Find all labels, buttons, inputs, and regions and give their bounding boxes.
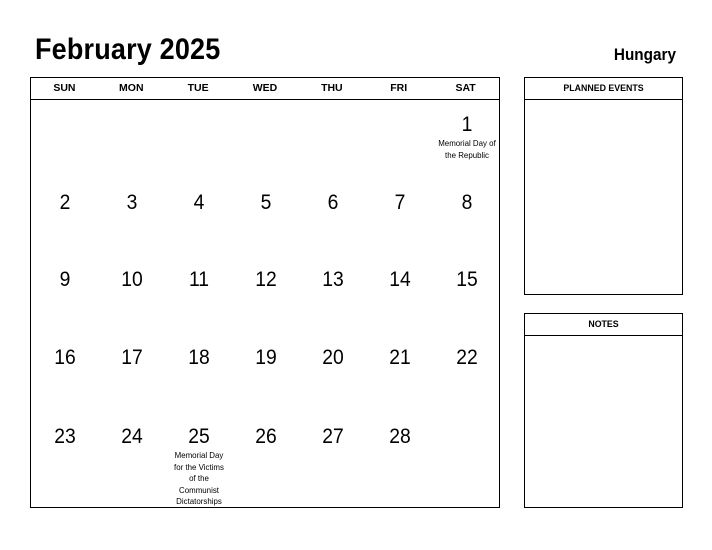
day-cell <box>368 191 432 215</box>
weekday-wed: WED <box>252 82 278 94</box>
page-title: February 2025 <box>35 33 221 66</box>
day-number: 12 <box>255 268 277 291</box>
day-number: 1 <box>462 113 473 136</box>
day-number: 25 <box>188 425 210 448</box>
day-cell <box>368 425 432 449</box>
day-number: 27 <box>322 425 344 448</box>
holiday-label: Memorial Day for the Victims of the Communist Dictatorships <box>173 450 224 506</box>
weekday-thu: THU <box>321 82 343 94</box>
day-number: 23 <box>53 425 76 448</box>
day-number: 17 <box>120 346 143 369</box>
notes-panel <box>524 313 683 508</box>
day-cell <box>171 425 227 508</box>
day-number: 10 <box>120 268 143 291</box>
day-number: 18 <box>188 346 210 369</box>
day-number: 28 <box>389 425 412 448</box>
day-number: 3 <box>126 191 138 214</box>
day-number: 24 <box>120 425 143 448</box>
day-cell <box>167 268 231 292</box>
day-cell <box>435 113 499 161</box>
calendar-grid <box>30 77 500 508</box>
day-cell <box>435 268 499 292</box>
day-number: 20 <box>322 346 344 369</box>
planned-events-panel <box>524 77 683 295</box>
day-number: 19 <box>255 346 277 369</box>
holiday-label: Memorial Day of the Republic <box>438 138 497 160</box>
day-cell <box>234 191 298 215</box>
day-cell <box>301 425 365 449</box>
day-cell <box>301 191 365 215</box>
day-cell <box>33 191 97 215</box>
day-cell <box>33 425 97 449</box>
day-cell <box>167 191 231 215</box>
day-cell <box>33 268 97 292</box>
planned-events-title: PLANNED EVENTS <box>525 78 682 100</box>
day-cell <box>234 346 298 370</box>
day-number: 7 <box>394 191 406 214</box>
weekday-sun: SUN <box>53 82 76 94</box>
day-cell <box>33 346 97 370</box>
weekday-mon: MON <box>119 82 144 94</box>
day-cell <box>234 425 298 449</box>
weekday-fri: FRI <box>390 82 408 94</box>
day-number: 16 <box>53 346 76 369</box>
day-cell <box>368 346 432 370</box>
day-number: 11 <box>188 268 209 291</box>
day-cell <box>301 268 365 292</box>
weekday-header <box>31 78 499 100</box>
weekday-sat: SAT <box>455 82 476 94</box>
day-cell <box>234 268 298 292</box>
day-number: 21 <box>389 346 412 369</box>
country-label: Hungary <box>613 45 676 64</box>
day-cell <box>435 346 499 370</box>
day-cell <box>100 191 164 215</box>
day-cell <box>100 268 164 292</box>
day-number: 14 <box>389 268 412 291</box>
day-number: 6 <box>327 191 339 214</box>
day-number: 2 <box>59 191 70 214</box>
day-number: 4 <box>193 191 205 214</box>
day-cell <box>368 268 432 292</box>
day-number: 26 <box>255 425 277 448</box>
day-number: 5 <box>260 191 272 214</box>
notes-title: NOTES <box>525 314 682 336</box>
day-cell <box>435 191 499 215</box>
day-number: 13 <box>322 268 344 291</box>
day-cell <box>100 425 164 449</box>
day-cell <box>100 346 164 370</box>
day-number: 22 <box>456 346 479 369</box>
day-number: 8 <box>462 191 473 214</box>
day-number: 9 <box>59 268 70 291</box>
day-number: 15 <box>456 268 479 291</box>
day-cell <box>301 346 365 370</box>
day-cell <box>167 346 231 370</box>
weekday-tue: TUE <box>187 82 209 94</box>
